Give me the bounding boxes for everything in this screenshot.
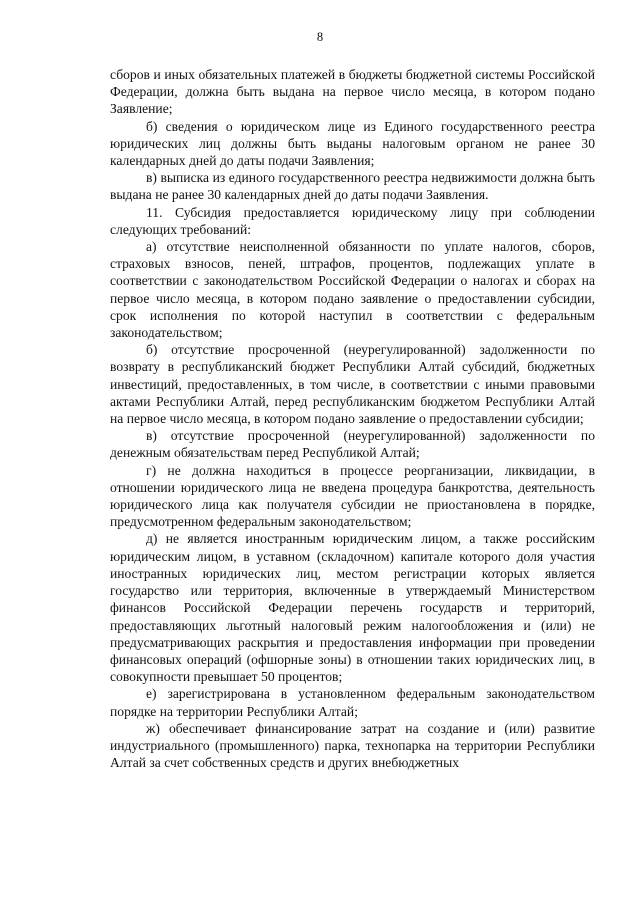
page-number: 8 [316,30,324,44]
paragraph-item-v-real-estate-extract: в) выписка из единого государственного реестра недвижимости должна быть выдана не ранее 30 календарных дней до даты подачи Заявления. [110,170,595,203]
paragraph-item-b-legal-registry: б) сведения о юридическом лице из Единого государственного реестра юридических лиц должны быть выданы налоговым органом не ранее 30 календарных дней до даты подачи Заявления; [110,118,595,169]
paragraph-clause-11: 11. Субсидия предоставляется юридическому лицу при соблюдении следующих требований: [110,204,595,237]
paragraph-requirement-a: а) отсутствие неисполненной обязанности по уплате налогов, сборов, страховых взносов, пеней, штрафов, процентов, подлежащих уплате в соответствии с законодательством Российской Федерации о налогах и сборах на первое число месяца, в котором подано заявление о предоставлении субсидии, срок исполнения по которой наступил в соответствии с федеральным законодательством; [110,239,595,341]
paragraph-requirement-d: д) не является иностранным юридическим лицом, а также российским юридическим лицом, в уставном (складочном) капитале которого доля участия иностранных юридических лиц, местом регистрации которых является государство или территория, включенные в утверждаемый Министерством финансов Российской Федерации перечень государств и территорий, предоставляющих льготный налоговый режим налогообложения и (или) не предусматривающих раскрытия и предоставления информации при проведении финансовых операций (офшорные зоны) в отношении таких юридических лиц, в совокупности превышает 50 процентов; [110,531,595,685]
paragraph-requirement-b: б) отсутствие просроченной (неурегулированной) задолженности по возврату в республиканский бюджет Республики Алтай субсидий, бюджетных инвестиций, предоставленных, в том числе, в соответствии с иными правовыми актами Республики Алтай, перед республиканским бюджетом Республики Алтай на первое число месяца, в котором подано заявление о предоставлении субсидии; [110,342,595,427]
paragraph-tax-certificate-end: сборов и иных обязательных платежей в бюджеты бюджетной системы Российской Федерации, должна быть выдана на первое число месяца, в котором подано Заявление; [110,67,595,117]
paragraph-requirement-e: е) зарегистрирована в установленном федеральным законодательством порядке на территории Республики Алтай; [110,686,595,719]
paragraph-requirement-zh: ж) обеспечивает финансирование затрат на создание и (или) развитие индустриального (промышленного) парка, технопарка на территории Республики Алтай за счет собственных средств и других внебюджетных [110,720,595,771]
paragraph-requirement-v: в) отсутствие просроченной (неурегулированной) задолженности по денежным обязательствам перед Республикой Алтай; [110,428,595,461]
document-body [110,66,595,771]
paragraph-requirement-g: г) не должна находиться в процессе реорганизации, ликвидации, в отношении юридического лица не введена процедура банкротства, деятельность юридического лица как получателя субсидии не приостановлена в порядке, предусмотренном федеральным законодательством; [110,462,595,530]
